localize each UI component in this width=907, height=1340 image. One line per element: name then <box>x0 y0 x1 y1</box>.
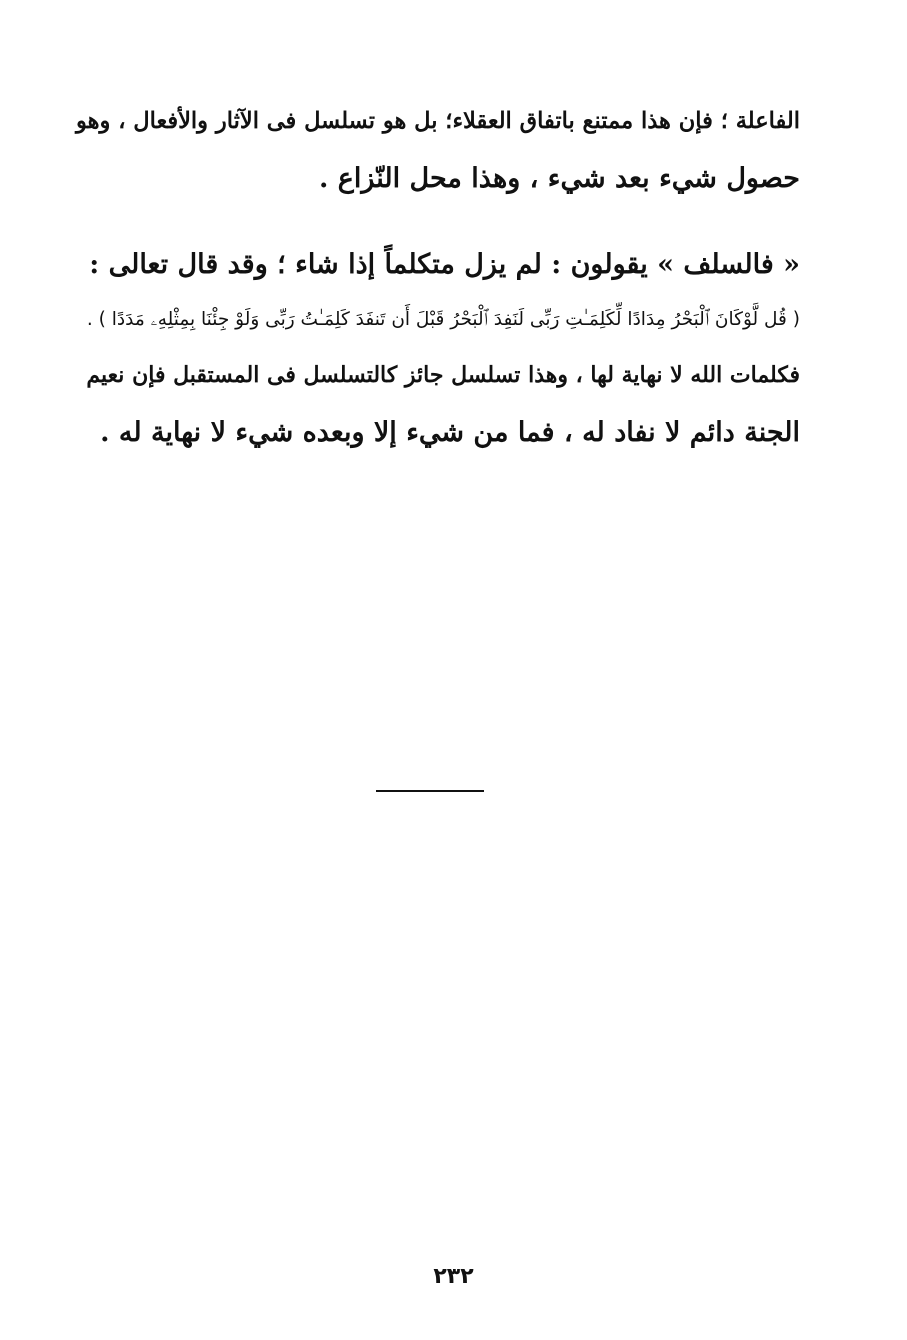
paragraph-1 <box>72 92 800 208</box>
text-line: الفاعلة ؛ فإن هذا ممتنع باتفاق العقلاء؛ بل هو تسلسل فى الآثار والأفعال ، وهو <box>76 108 800 134</box>
page-number: ٢٣٢ <box>433 1264 474 1289</box>
text-line: الجنة دائم لا نفاد له ، فما من شيء إلا وبعده شيء لا نهاية له . <box>100 417 800 448</box>
quran-verse: ( قُل لَّوْكَانَ ٱلْبَحْرُ مِدَادًا لِّكَلِمَـٰتِ رَبِّى لَنَفِدَ ٱلْبَحْرُ قَبْلَ أَن تَنفَدَ كَلِمَـٰتُ رَبِّى وَلَوْ جِئْنَا بِمِثْلِهِۦ مَدَدًا ) . <box>86 309 800 330</box>
paragraph-2 <box>72 236 800 462</box>
text-line: حصول شيء بعد شيء ، وهذا محل النّزاع . <box>318 163 800 194</box>
text-line: فكلمات الله لا نهاية لها ، وهذا تسلسل جائز كالتسلسل فى المستقبل فإن نعيم <box>86 362 800 388</box>
section-separator <box>376 790 484 792</box>
text-line: « فالسلف » يقولون : لم يزل متكلماً إذا شاء ؛ وقد قال تعالى : <box>89 249 800 280</box>
